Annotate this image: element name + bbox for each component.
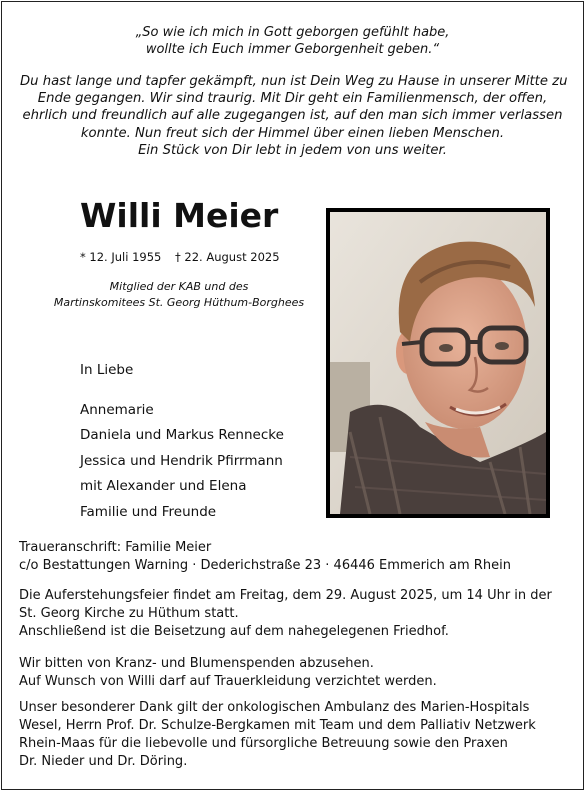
ceremony-line: St. Georg Kirche zu Hüthum statt. xyxy=(19,606,239,621)
family-member: Annemarie xyxy=(80,401,154,418)
poem xyxy=(20,73,568,159)
family-intro: In Liebe xyxy=(80,362,134,378)
request-line: Wir bitten von Kranz- und Blumenspenden abzusehen. xyxy=(19,656,374,671)
ceremony-line: Anschließend ist die Beisetzung auf dem nahegelegenen Friedhof. xyxy=(19,624,449,639)
deceased-name: Willi Meier xyxy=(80,196,279,235)
family-member: Jessica und Hendrik Pfirrmann xyxy=(80,452,283,469)
request-block xyxy=(19,655,569,691)
family-member: Daniela und Markus Rennecke xyxy=(80,427,284,443)
thanks-line: Dr. Nieder und Dr. Döring. xyxy=(19,754,188,769)
family-member: Familie und Freunde xyxy=(80,503,217,520)
portrait-photo xyxy=(326,208,550,518)
quote xyxy=(20,24,565,58)
birth-date: * 12. Juli 1955 xyxy=(80,250,162,264)
membership-line: Martinskomitees St. Georg Hüthum-Borghees xyxy=(53,296,305,309)
thanks-line: Rhein-Maas für die liebevolle und fürsorgliche Betreuung sowie den Praxen xyxy=(19,736,508,751)
thanks-line: Unser besonderer Dank gilt der onkologischen Ambulanz des Marien-Hospitals xyxy=(19,700,530,715)
poem-line: Du hast lange und tapfer gekämpft, nun ist Dein Weg zu Hause in unserer Mitte zu xyxy=(20,74,568,89)
death-date: † 22. August 2025 xyxy=(175,250,280,264)
poem-line: konnte. Nun freut sich der Himmel über einen lieben Menschen. xyxy=(80,125,505,141)
address-line: c/o Bestattungen Warning · Dederichstraße 23 · 46446 Emmerich am Rhein xyxy=(19,558,511,573)
address-block xyxy=(19,539,569,575)
poem-line: Ende gegangen. Wir sind traurig. Mit Dir geht ein Familienmensch, der offen, xyxy=(37,91,548,107)
ceremony-block xyxy=(19,587,569,641)
membership-line: Mitglied der KAB und des xyxy=(109,280,249,293)
poem-line: ehrlich und freundlich auf alle zugegangen ist, auf den man sich immer verlassen xyxy=(22,108,563,124)
family-list xyxy=(80,358,284,525)
family-member: mit Alexander und Elena xyxy=(80,478,247,494)
thanks-block xyxy=(19,699,569,771)
request-line: Auf Wunsch von Willi darf auf Trauerkleidung verzichtet werden. xyxy=(19,674,437,689)
quote-line: „So wie ich mich in Gott geborgen gefühlt habe, xyxy=(135,25,450,40)
portrait-image xyxy=(330,212,546,514)
thanks-line: Wesel, Herrn Prof. Dr. Schulze-Bergkamen mit Team und dem Palliativ Netzwerk xyxy=(19,718,536,733)
poem-line: Ein Stück von Dir lebt in jedem von uns weiter. xyxy=(138,142,447,158)
address-line: Traueranschrift: Familie Meier xyxy=(19,540,212,555)
membership xyxy=(40,279,318,311)
life-dates xyxy=(80,250,290,264)
quote-line: wollte ich Euch immer Geborgenheit geben.“ xyxy=(145,42,440,57)
ceremony-line: Die Auferstehungsfeier findet am Freitag, dem 29. August 2025, um 14 Uhr in der xyxy=(19,588,552,603)
